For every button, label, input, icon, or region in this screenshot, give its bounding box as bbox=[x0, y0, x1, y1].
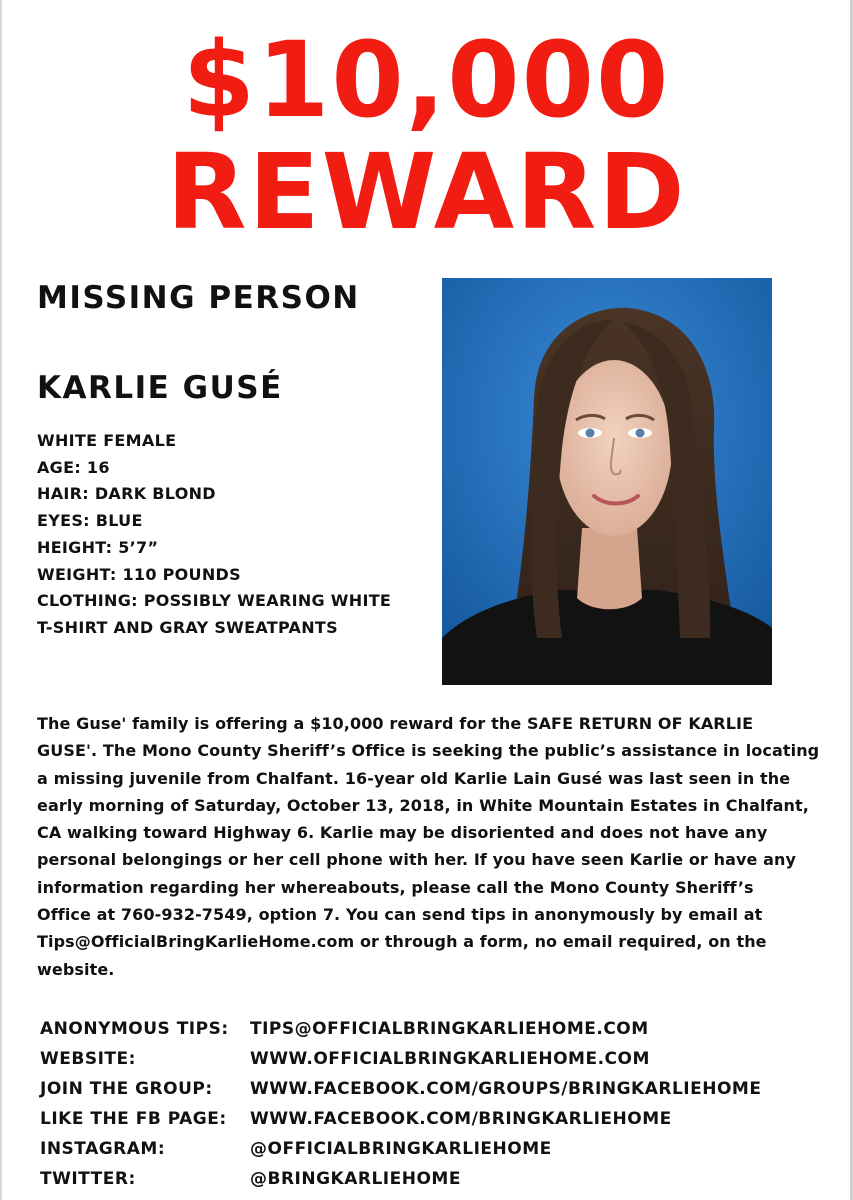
facebook-group-link[interactable]: WWW.FACEBOOK.COM/GROUPS/BRINGKARLIEHOME bbox=[250, 1079, 762, 1099]
contact-label: INSTAGRAM: bbox=[40, 1139, 166, 1159]
twitter-handle-link[interactable]: @BRINGKARLIEHOME bbox=[250, 1169, 461, 1189]
description-line: website. bbox=[37, 959, 115, 979]
description-line: Tips@OfficialBringKarlieHome.com or through a form, no email required, on the bbox=[37, 932, 767, 952]
website-link[interactable]: WWW.OFFICIALBRINGKARLIEHOME.COM bbox=[250, 1049, 650, 1069]
reward-amount: $10,000 bbox=[182, 19, 671, 141]
detail-weight: WEIGHT: 110 POUNDS bbox=[37, 564, 241, 584]
description-line: GUSE'. The Mono County Sheriff’s Office is seeking the public’s assistance in locating bbox=[37, 741, 820, 761]
reward-title: REWARD bbox=[166, 131, 687, 253]
description-line: CA walking toward Highway 6. Karlie may be disoriented and does not have any bbox=[37, 823, 768, 843]
description-line: personal belongings or her cell phone with her. If you have seen Karlie or have any bbox=[37, 850, 797, 870]
tips-email-link[interactable]: TIPS@OFFICIALBRINGKARLIEHOME.COM bbox=[250, 1019, 649, 1039]
person-photo bbox=[442, 278, 772, 685]
contact-label: JOIN THE GROUP: bbox=[40, 1079, 213, 1099]
description-line: early morning of Saturday, October 13, 2018, in White Mountain Estates in Chalfant, bbox=[37, 795, 809, 815]
detail-hair: HAIR: DARK BLOND bbox=[37, 484, 216, 504]
detail-clothing: CLOTHING: POSSIBLY WEARING WHITE bbox=[37, 591, 392, 611]
contact-label: WEBSITE: bbox=[40, 1049, 136, 1069]
facebook-page-link[interactable]: WWW.FACEBOOK.COM/BRINGKARLIEHOME bbox=[250, 1109, 672, 1129]
contact-row-instagram bbox=[40, 1134, 820, 1164]
contact-label: ANONYMOUS TIPS: bbox=[40, 1019, 229, 1039]
contact-list bbox=[40, 1014, 820, 1194]
detail-clothing-continued: T-SHIRT AND GRAY SWEATPANTS bbox=[37, 617, 338, 637]
contact-label: LIKE THE FB PAGE: bbox=[40, 1109, 227, 1129]
description-paragraph bbox=[37, 710, 822, 983]
missing-person-heading: MISSING PERSON bbox=[37, 280, 360, 316]
detail-eyes: EYES: BLUE bbox=[37, 511, 143, 531]
detail-height: HEIGHT: 5’7” bbox=[37, 537, 159, 557]
person-name: KARLIE GUSÉ bbox=[37, 370, 283, 406]
description-line: information regarding her whereabouts, please call the Mono County Sheriff’s bbox=[37, 877, 754, 897]
contact-row-anonymous-tips bbox=[40, 1014, 820, 1044]
detail-race-sex: WHITE FEMALE bbox=[37, 431, 177, 450]
contact-row-group bbox=[40, 1074, 820, 1104]
description-line: a missing juvenile from Chalfant. 16-year old Karlie Lain Gusé was last seen in the bbox=[37, 768, 791, 788]
contact-row-twitter bbox=[40, 1164, 820, 1194]
person-details bbox=[37, 428, 427, 642]
contact-label: TWITTER: bbox=[40, 1169, 136, 1189]
contact-row-fb-page bbox=[40, 1104, 820, 1134]
instagram-handle-link[interactable]: @OFFICIALBRINGKARLIEHOME bbox=[250, 1139, 552, 1159]
detail-age: AGE: 16 bbox=[37, 457, 110, 477]
description-line: The Guse' family is offering a $10,000 reward for the SAFE RETURN OF KARLIE bbox=[37, 714, 754, 733]
contact-row-website bbox=[40, 1044, 820, 1074]
description-line: Office at 760-932-7549, option 7. You can send tips in anonymously by email at bbox=[37, 905, 763, 925]
